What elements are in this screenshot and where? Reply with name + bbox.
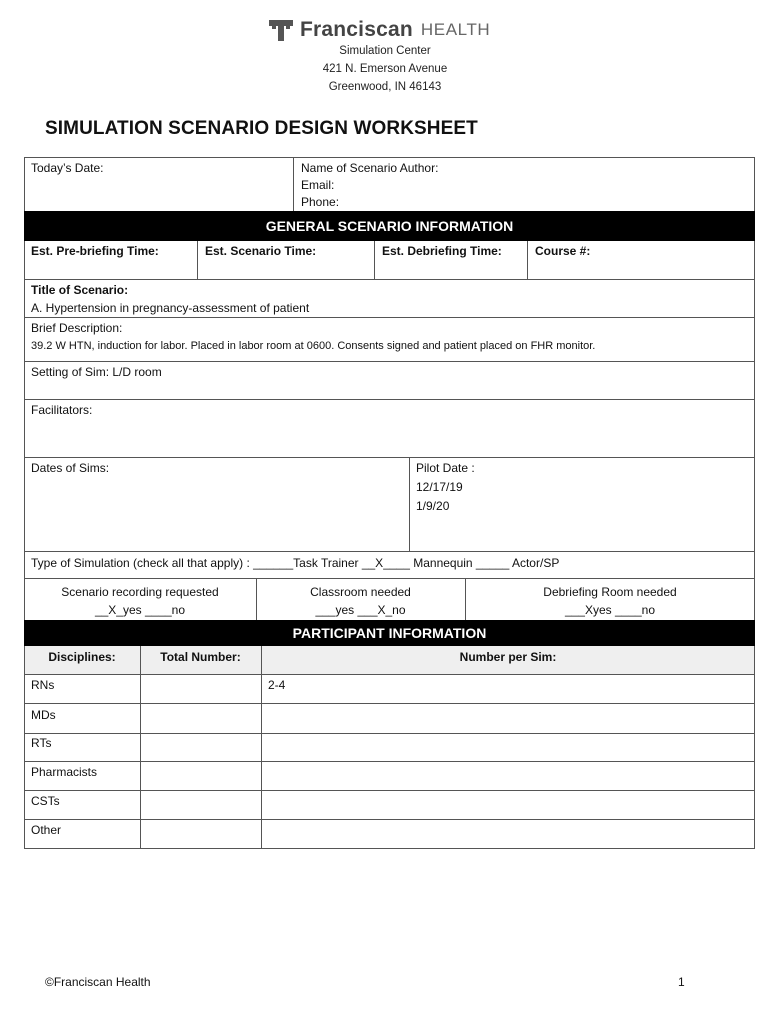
scenario-title-value: A. Hypertension in pregnancy-assessment of patient [31, 301, 310, 315]
divider [24, 674, 755, 675]
classroom-needed-label: Classroom needed [310, 585, 411, 599]
divider [24, 578, 755, 579]
pilot-date-2: 1/9/20 [416, 499, 450, 513]
general-scenario-heading: GENERAL SCENARIO INFORMATION [24, 211, 755, 241]
divider [24, 279, 755, 280]
course-number-label: Course #: [535, 244, 591, 258]
column-header-total-number: Total Number: [160, 650, 241, 664]
participant-info-heading: PARTICIPANT INFORMATION [24, 620, 755, 646]
brand-name: Franciscan [300, 18, 413, 41]
divider [24, 551, 755, 552]
divider [24, 399, 755, 400]
divider [24, 819, 755, 820]
divider [24, 457, 755, 458]
divider [197, 241, 198, 279]
brief-description-label: Brief Description: [31, 321, 123, 335]
facilitators-label: Facilitators: [31, 403, 93, 417]
franciscan-health-logo [268, 15, 490, 45]
divider [374, 241, 375, 279]
divider [24, 790, 755, 791]
simulation-type-line: Type of Simulation (check all that apply) : ______Task Trainer __X____ Mannequin _____ Actor/SP [31, 556, 560, 570]
author-name-label: Name of Scenario Author: [301, 161, 439, 175]
worksheet-form [24, 157, 755, 849]
divider [293, 157, 294, 211]
tau-cross-icon [268, 17, 294, 43]
divider [24, 317, 755, 318]
email-label: Email: [301, 178, 335, 192]
page-title: SIMULATION SCENARIO DESIGN WORKSHEET [45, 118, 478, 139]
classroom-needed-value: ___yes ___X_no [315, 603, 406, 617]
number-per-sim-cell: 2-4 [268, 678, 286, 692]
divider [527, 241, 528, 279]
discipline-cell: RTs [31, 736, 52, 750]
pilot-date-label: Pilot Date : [416, 461, 475, 475]
debriefing-room-value: ___Xyes ____no [564, 603, 656, 617]
dates-of-sims-label: Dates of Sims: [31, 461, 110, 475]
discipline-cell: Other [31, 823, 62, 837]
phone-label: Phone: [301, 195, 340, 209]
page-number: 1 [678, 975, 685, 989]
column-header-disciplines: Disciplines: [48, 650, 116, 664]
brand-subname: HEALTH [420, 20, 491, 39]
discipline-cell: CSTs [31, 794, 60, 808]
divider [24, 761, 755, 762]
scenario-title-label: Title of Scenario: [31, 283, 129, 297]
setting-of-sim-label: Setting of Sim: L/D room [31, 365, 162, 379]
divider [24, 361, 755, 362]
address-line-3: Greenwood, IN 46143 [328, 81, 442, 93]
prebriefing-time-label: Est. Pre-briefing Time: [31, 244, 159, 258]
discipline-cell: RNs [31, 678, 55, 692]
address-line-1: Simulation Center [339, 45, 431, 57]
debriefing-room-label: Debriefing Room needed [543, 585, 677, 599]
divider [24, 703, 755, 704]
divider [24, 733, 755, 734]
brief-description-value: 39.2 W HTN, induction for labor. Placed in labor room at 0600. Consents signed and patient placed on FHR monitor. [31, 340, 596, 352]
pilot-date-1: 12/17/19 [416, 480, 463, 494]
discipline-cell: MDs [31, 708, 56, 722]
address-line-2: 421 N. Emerson Avenue [322, 63, 448, 75]
todays-date-label: Today’s Date: [31, 161, 104, 175]
divider [409, 457, 410, 551]
recording-requested-label: Scenario recording requested [61, 585, 219, 599]
column-header-number-per-sim: Number per Sim: [459, 650, 557, 664]
discipline-cell: Pharmacists [31, 765, 98, 779]
debriefing-time-label: Est. Debriefing Time: [382, 244, 502, 258]
recording-requested-value: __X_yes ____no [94, 603, 186, 617]
footer-copyright: ©Franciscan Health [45, 975, 151, 989]
scenario-time-label: Est. Scenario Time: [205, 244, 317, 258]
